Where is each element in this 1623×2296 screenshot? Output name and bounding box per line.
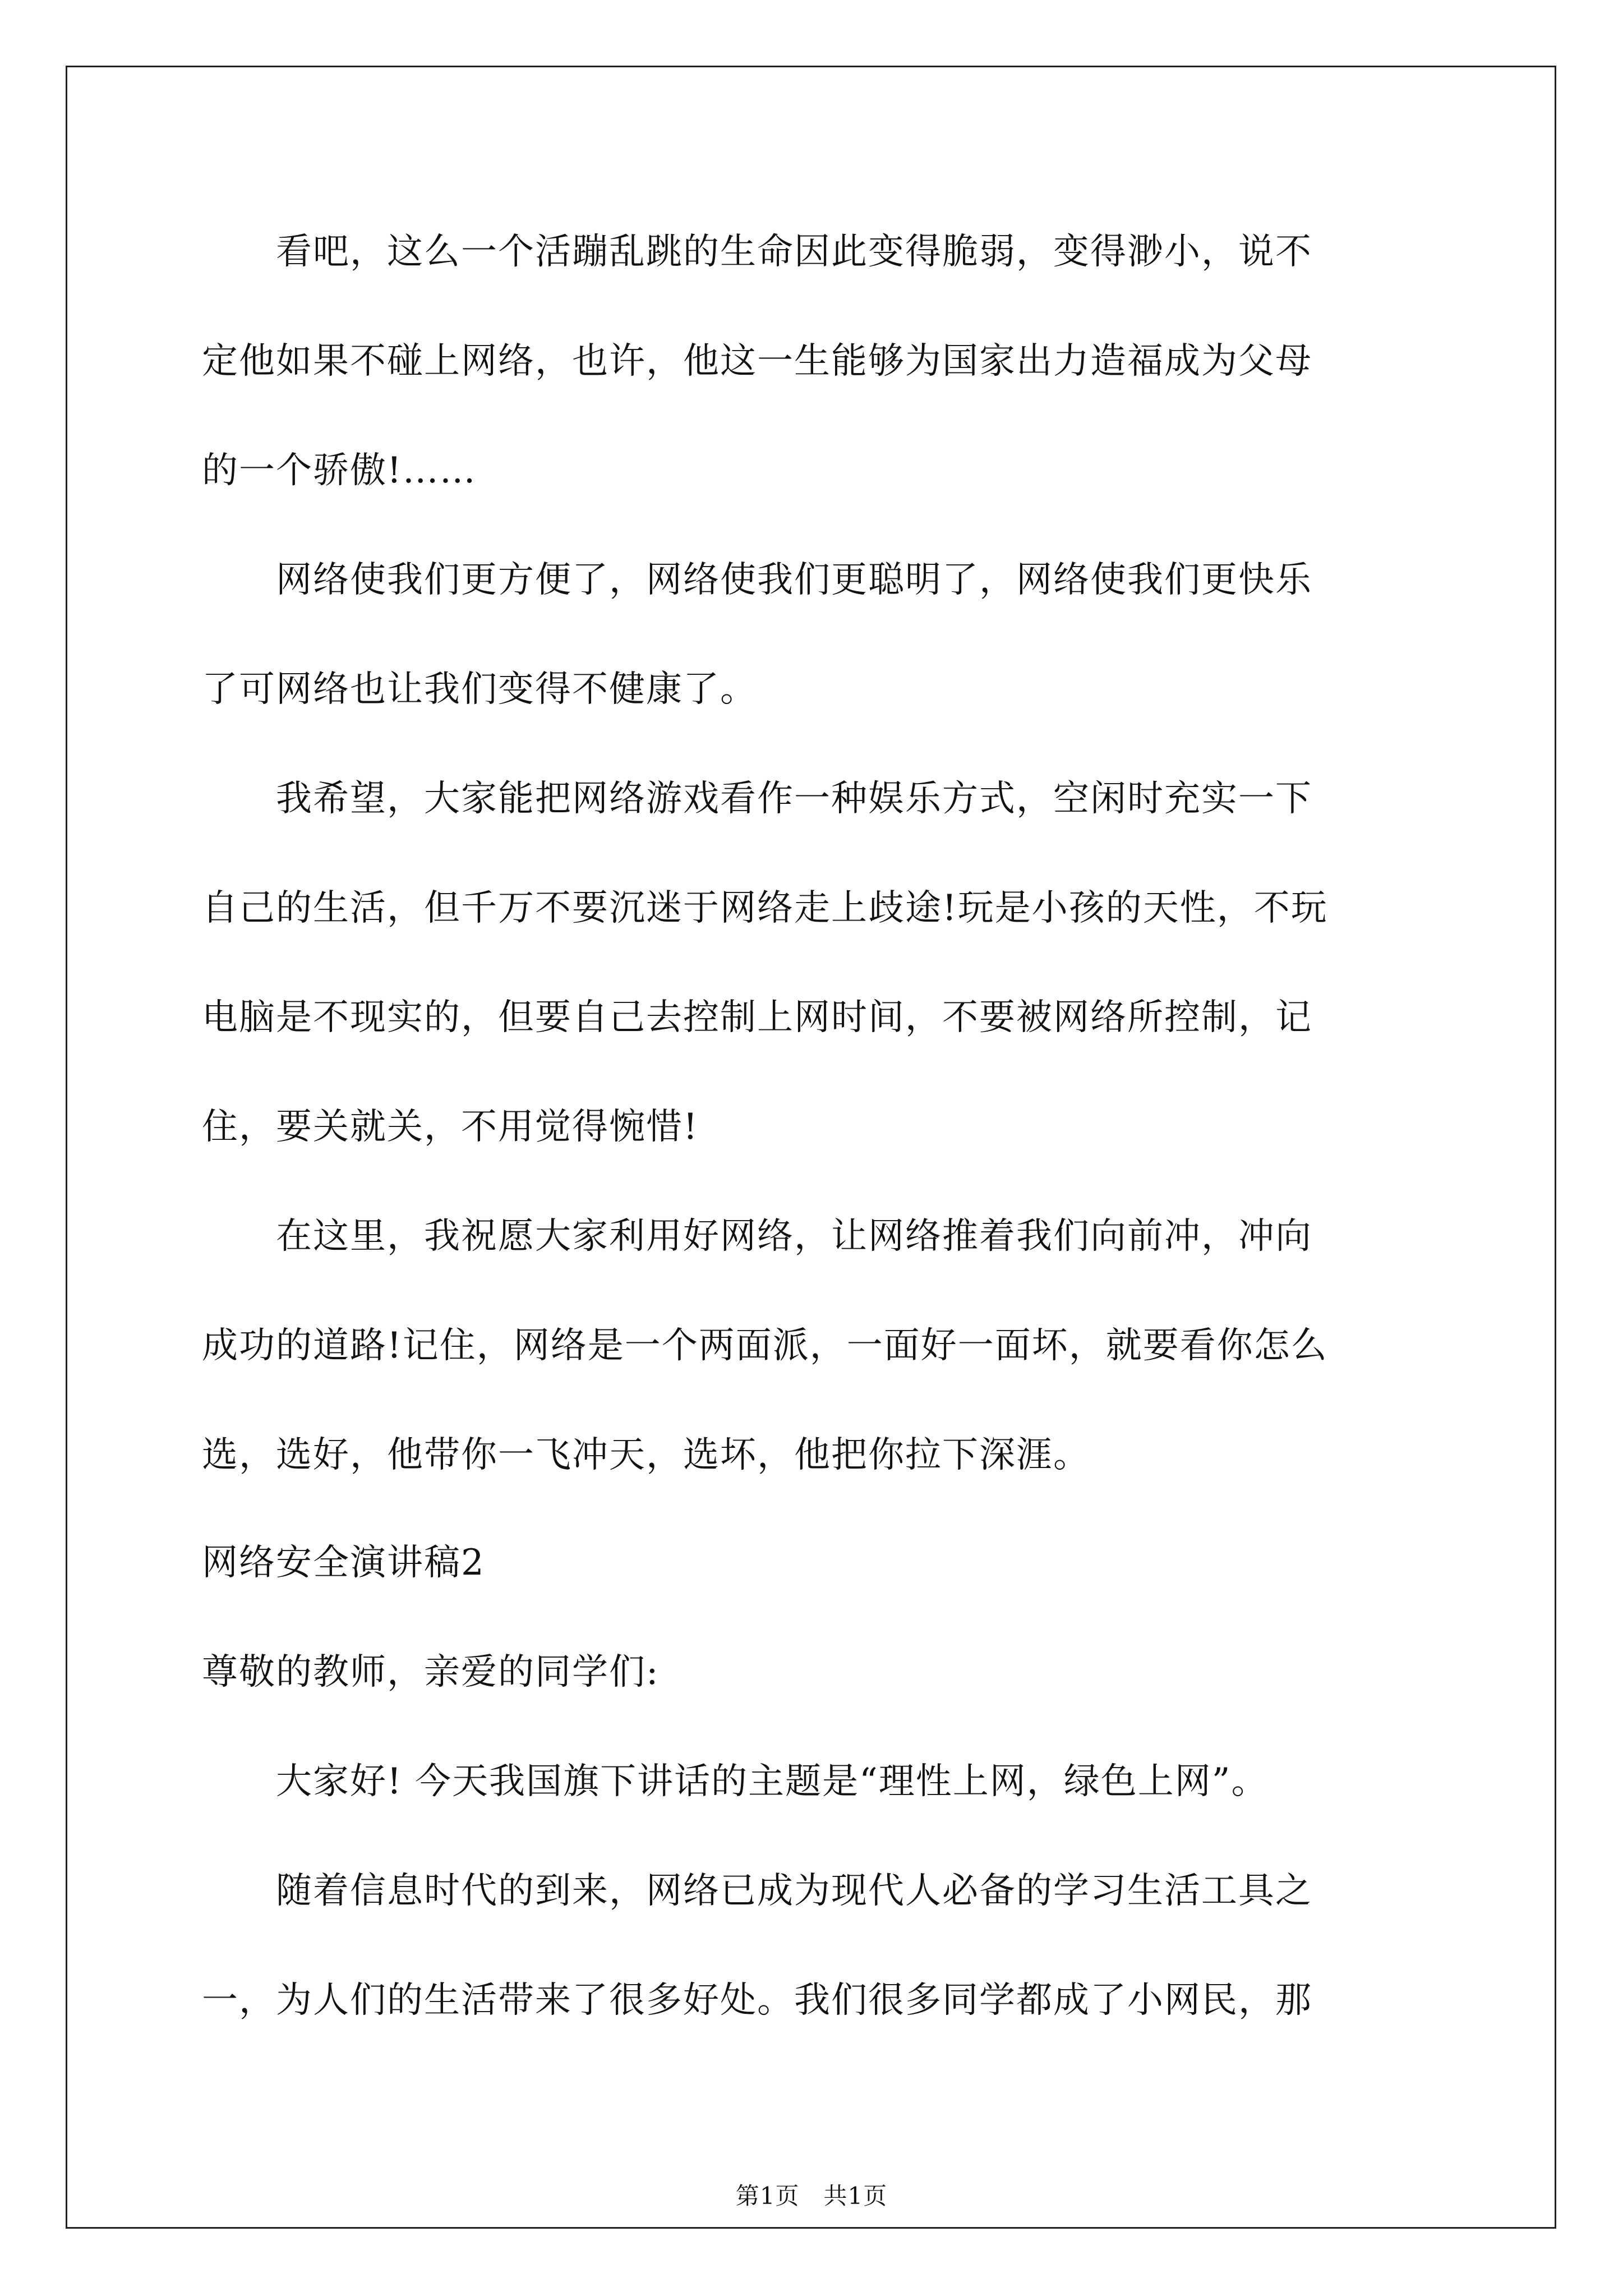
salutation: 尊敬的教师，亲爱的同学们: xyxy=(202,1651,660,1693)
text-line: 自己的生活，但千万不要沉迷于网络走上歧途!玩是小孩的天性，不玩 xyxy=(202,887,1328,929)
text-line: 选，选好，他带你一飞冲天，选坏，他把你拉下深涯。 xyxy=(202,1434,1090,1476)
text-line: 大家好! 今天我国旗下讲话的主题是“理性上网，绿色上网”。 xyxy=(202,1761,1269,1802)
text-line: 定他如果不碰上网络，也许，他这一生能够为国家出力造福成为父母 xyxy=(202,341,1312,382)
text-line: 住，要关就关，不用觉得惋惜! xyxy=(202,1106,699,1148)
text-line: 一，为人们的生活带来了很多好处。我们很多同学都成了小网民，那 xyxy=(202,1980,1312,2021)
text-line: 电脑是不现实的，但要自己去控制上网时间，不要被网络所控制，记 xyxy=(202,997,1312,1038)
text-line: 网络使我们更方便了，网络使我们更聪明了，网络使我们更快乐 xyxy=(202,559,1312,601)
text-line: 了可网络也让我们变得不健康了。 xyxy=(202,669,757,710)
text-line: 成功的道路!记住，网络是一个两面派，一面好一面坏，就要看你怎么 xyxy=(202,1325,1328,1366)
text-line: 我希望，大家能把网络游戏看作一种娱乐方式，空闲时充实一下 xyxy=(202,778,1312,820)
page-number: 第1页 共1页 xyxy=(735,2182,888,2210)
text-line: 在这里，我祝愿大家利用好网络，让网络推着我们向前冲，冲向 xyxy=(202,1216,1312,1257)
section-heading: 网络安全演讲稿2 xyxy=(202,1542,485,1584)
text-line: 看吧，这么一个活蹦乱跳的生命因此变得脆弱，变得渺小，说不 xyxy=(202,231,1312,273)
text-line: 的一个骄傲!…… xyxy=(202,450,477,491)
page-footer xyxy=(0,2179,1623,2213)
text-line: 随着信息时代的到来，网络已成为现代人必备的学习生活工具之 xyxy=(202,1870,1312,1912)
